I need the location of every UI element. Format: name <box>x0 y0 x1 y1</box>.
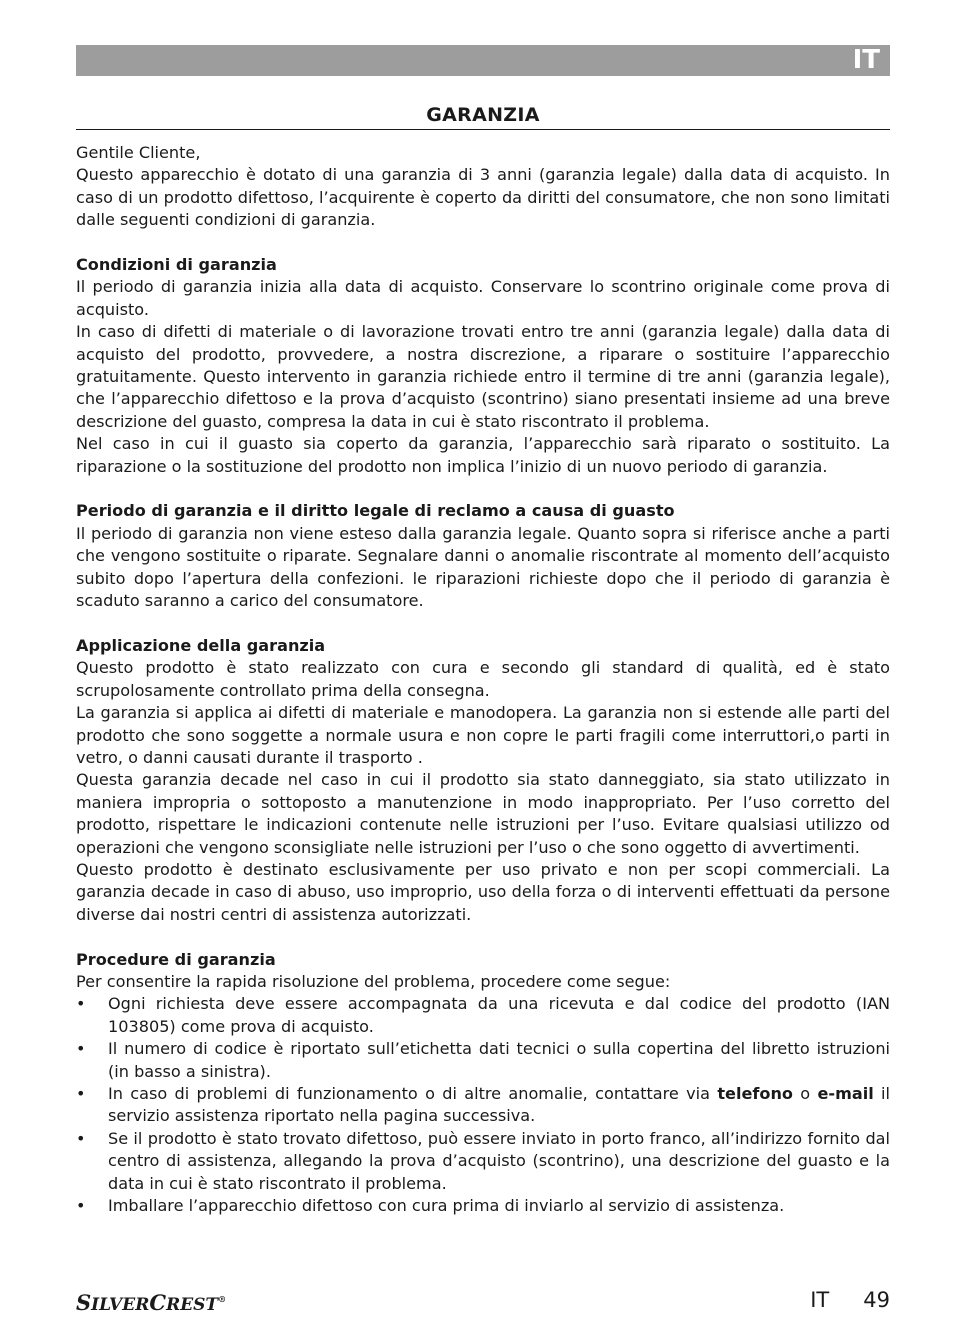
list-item <box>76 993 890 1038</box>
brand-logo: SILVERCREST® <box>76 1290 227 1315</box>
list-item-text: In caso di problemi di funzionamento o di altre anomalie, contattare via <box>108 1084 718 1103</box>
list-item-text: Se il prodotto è stato trovato difettoso, può essere inviato in porto franco, all’indirizzo fornito dal centro di assistenza, allegando la prova d’acquisto (scontrino), una descrizione del guasto e la data in cui è stato riscontrato il problema. <box>108 1128 890 1193</box>
bullet-icon: • <box>76 994 86 1014</box>
footer-language: IT <box>810 1288 830 1312</box>
language-header-bar <box>76 45 890 76</box>
bullet-icon: • <box>76 1084 86 1103</box>
page-number <box>810 1288 890 1312</box>
paragraph: Questo prodotto è stato realizzato con cura e secondo gli standard di qualità, ed è stato scrupolosamente controllato prima della consegna. <box>76 658 890 700</box>
list-item-text: Ogni richiesta deve essere accompagnata da una ricevuta e dal codice del prodotto (IAN 103805) come prova di acquisto. <box>108 994 890 1036</box>
paragraph: Questo prodotto è destinato esclusivamente per uso privato e non per scopi commerciali. La garanzia decade in caso di abuso, uso improprio, uso della forza o di interventi effettuati da persone diverse dai nostri centri di assistenza autorizzati. <box>76 859 890 924</box>
paragraph: Il periodo di garanzia inizia alla data di acquisto. Conservare lo scontrino originale come prova di acquisto. <box>76 277 890 319</box>
page-title: GARANZIA <box>76 104 890 130</box>
section-heading-application: Applicazione della garanzia <box>76 635 326 655</box>
bullet-icon: • <box>76 1128 86 1148</box>
section-heading-procedures: Procedure di garanzia <box>76 949 276 969</box>
contact-email-label: e-mail <box>817 1084 874 1103</box>
section-heading-conditions: Condizioni di garanzia <box>76 255 277 275</box>
procedures-list <box>76 993 890 1217</box>
list-item-text: Imballare l’apparecchio difettoso con cura prima di inviarlo al servizio di assistenza. <box>108 1196 785 1216</box>
bullet-icon: • <box>76 1039 86 1059</box>
procedures-intro: Per consentire la rapida risoluzione del problema, procedere come segue: <box>76 971 671 991</box>
list-item <box>76 1083 890 1128</box>
bullet-icon: • <box>76 1196 86 1216</box>
section-heading-period: Periodo di garanzia e il diritto legale di reclamo a causa di guasto <box>76 501 675 521</box>
document-body <box>76 104 890 1217</box>
language-code: IT <box>852 45 880 75</box>
paragraph: In caso di difetti di materiale o di lavorazione trovati entro tre anni (garanzia legale) dalla data di acquisto del prodotto, provvedere, a nostra discrezione, a riparare o sostituire l’apparecchio gratuitamente. Questo intervento in garanzia richiede entro il termine di tre anni (garanzia legale), che l’apparecchio difettoso e la prova d’acquisto (scontrino) siano presentati insieme ad una breve descrizione del guasto, compresa la data in cui è stato riscontrato il problema. <box>76 322 890 431</box>
greeting: Gentile Cliente, <box>76 143 201 162</box>
paragraph: Il periodo di garanzia non viene esteso dalla garanzia legale. Quanto sopra si riferisce anche a parti che vengono sostituite o riparate. Segnalare danni o anomalie riscontrate al momento dell’acquisto subito dopo l’apertura della confezioni. le riparazioni richieste dopo che il periodo di garanzia è scaduto saranno a carico del consumatore. <box>76 523 890 611</box>
page-footer <box>76 1286 890 1318</box>
list-item-text: o <box>792 1084 818 1103</box>
paragraph: La garanzia si applica ai difetti di materiale e manodopera. La garanzia non si estende alle parti del prodotto che sono soggette a normale usura e non copre le parti fragili come interruttori,o parti in vetro, o danni causati durante il trasporto . <box>76 703 890 767</box>
list-item <box>76 1038 890 1083</box>
list-item <box>76 1195 890 1217</box>
list-item-text: Il numero di codice è riportato sull’etichetta dati tecnici o sulla copertina del libretto istruzioni (in basso a sinistra). <box>108 1039 890 1081</box>
paragraph: Nel caso in cui il guasto sia coperto da garanzia, l’apparecchio sarà riparato o sostituito. La riparazione o la sostituzione del prodotto non implica l’inizio di un nuovo periodo di garanzia. <box>76 434 890 476</box>
contact-phone-label: telefono <box>717 1084 793 1103</box>
footer-page-number: 49 <box>863 1288 890 1312</box>
list-item <box>76 1128 890 1195</box>
intro-paragraph: Questo apparecchio è dotato di una garanzia di 3 anni (garanzia legale) dalla data di acquisto. In caso di un prodotto difettoso, l’acquirente è coperto da diritti del consumatore, che non sono limitati dalle seguenti condizioni di garanzia. <box>76 165 890 230</box>
list-item-text: il servizio assistenza riportato nella pagina successiva. <box>108 1084 890 1126</box>
paragraph: Questa garanzia decade nel caso in cui il prodotto sia stato danneggiato, sia stato utilizzato in maniera impropria o sottoposto a manutenzione in modo inappropriato. Per l’uso corretto del prodotto, rispettare le indicazioni contenute nelle istruzioni per l’uso. Evitare qualsiasi utilizzo od operazioni che vengono sconsigliate nelle istruzioni per l’uso o che sono oggetto di avvertimenti. <box>76 770 890 857</box>
